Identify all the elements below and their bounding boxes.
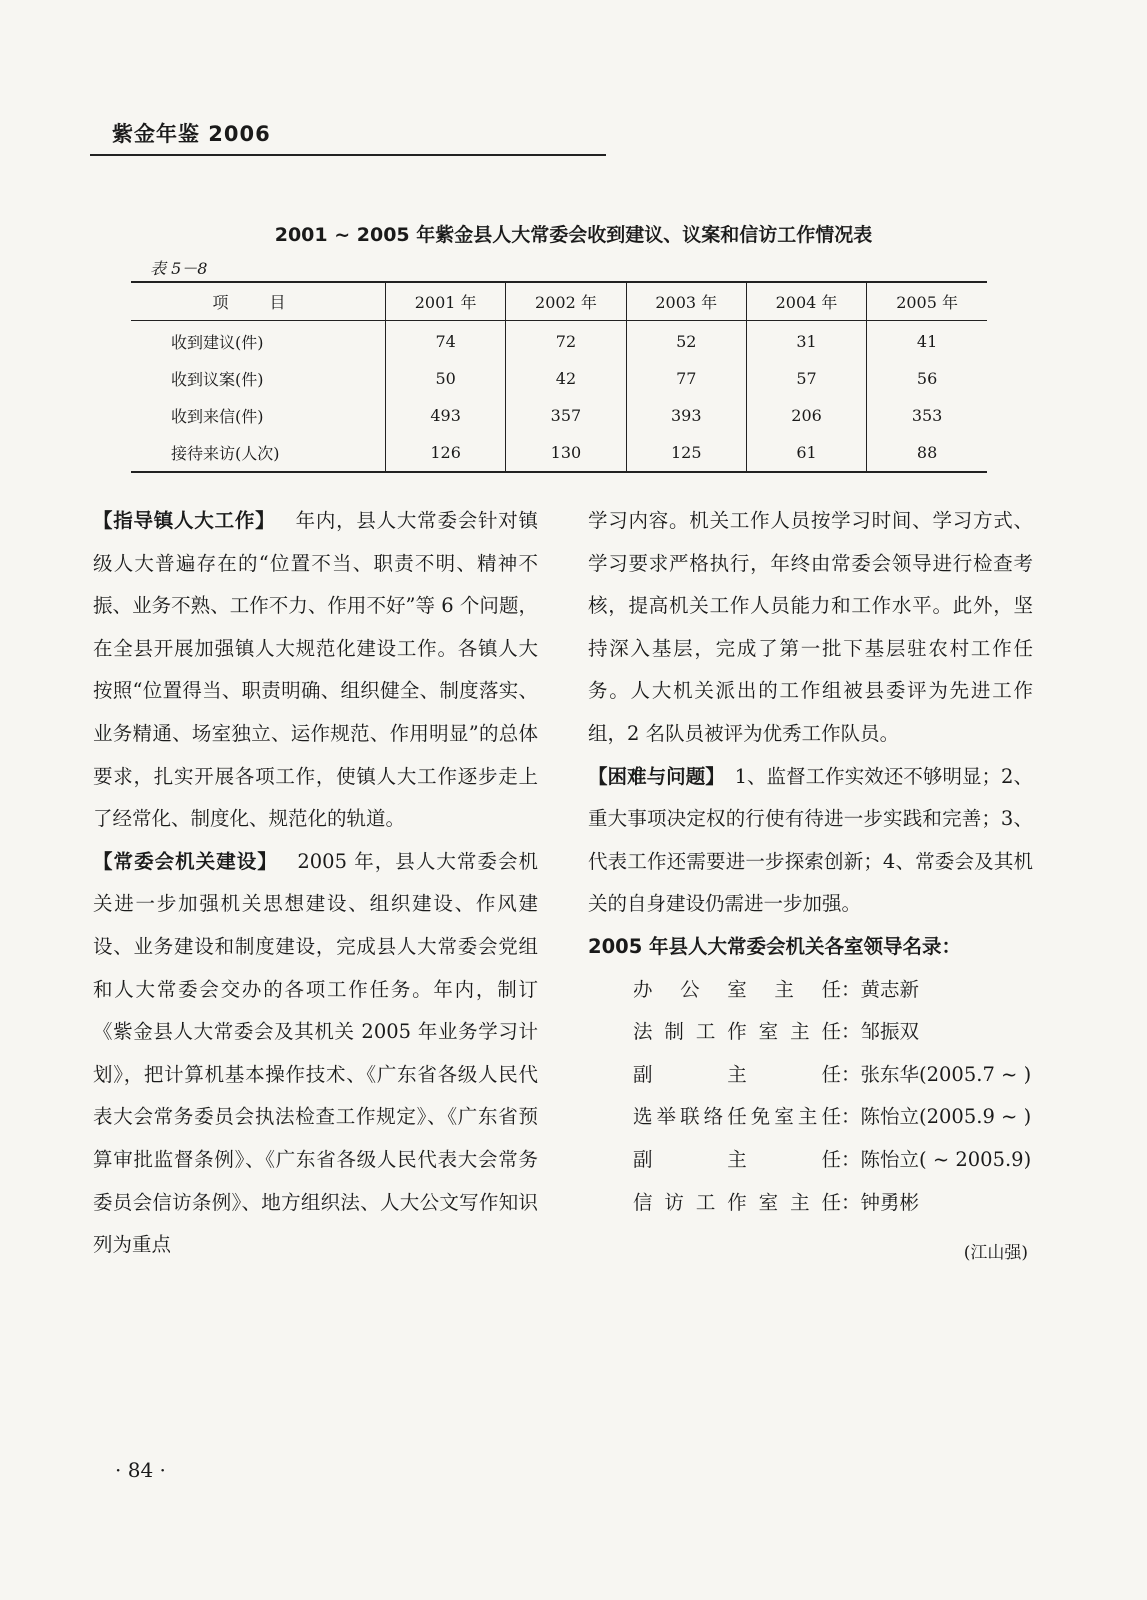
roster-name: 张东华(2005.7 ~ ) <box>860 1062 1032 1086</box>
table-title: 2001 ~ 2005 年紫金县人大常委会收到建议、议案和信访工作情况表 <box>274 224 873 246</box>
table-cell: 41 <box>916 332 938 351</box>
table-cell: 493 <box>386 397 506 434</box>
table-row <box>131 397 987 434</box>
row-label: 收到议案(件) <box>131 360 386 397</box>
roster-name: 钟勇彬 <box>860 1190 920 1214</box>
roster-role: 副主任 <box>633 1062 841 1086</box>
table-cell: 50 <box>386 360 506 397</box>
roster-role: 选举联络任免室主任 <box>633 1105 841 1129</box>
problems-heading: 【困难与问题】 <box>588 764 725 788</box>
list-item <box>588 969 1033 1012</box>
table-cell: 353 <box>911 406 943 425</box>
roster-role: 副主任 <box>633 1147 841 1171</box>
roster-colon: ： <box>841 1062 861 1086</box>
table-cell: 206 <box>746 397 866 434</box>
guide-heading: 【指导镇人大工作】 <box>93 509 276 532</box>
roster-role: 法制工作室主任 <box>633 1020 841 1044</box>
column-header: 2002 年 <box>506 282 626 321</box>
roster-colon: ： <box>841 1105 861 1129</box>
roster-title: 2005 年县人大常委会机关各室领导名录： <box>588 934 962 958</box>
problems-body: 1、监督工作实效还不够明显；2、重大事项决定权的行使有待进一步实践和完善；3、代表工作还需要进一步探索创新；4、常委会及其机关的自身建设仍需进一步加强。 <box>588 764 1033 916</box>
organ-paragraph <box>93 841 538 1267</box>
table-row <box>131 434 987 472</box>
header-rule <box>90 154 606 156</box>
roster-role: 办公室主任 <box>633 977 841 1001</box>
roster-role: 信访工作室主任 <box>633 1190 841 1214</box>
table-cell: 72 <box>506 321 626 361</box>
table-cell: 393 <box>626 397 746 434</box>
left-column <box>93 500 538 1267</box>
table-cell: 61 <box>746 434 866 472</box>
organ-heading: 【常委会机关建设】 <box>93 849 278 873</box>
table-cell: 130 <box>506 434 626 472</box>
list-item <box>588 1011 1033 1054</box>
roster-colon: ： <box>841 1190 861 1214</box>
roster-name: 黄志新 <box>860 977 920 1001</box>
roster-name: 陈怡立(2005.9 ~ ) <box>860 1105 1032 1129</box>
row-label: 收到来信(件) <box>131 397 386 434</box>
roster-name: 陈怡立( ~ 2005.9) <box>860 1147 1032 1171</box>
column-header: 2003 年 <box>626 282 746 321</box>
column-header: 2001 年 <box>386 282 506 321</box>
column-header: 2005 年 <box>867 282 987 321</box>
guide-paragraph <box>93 500 538 841</box>
roster-colon: ： <box>841 977 861 1001</box>
row-label: 收到建议(件) <box>131 321 386 361</box>
table-header-row <box>131 282 987 321</box>
right-column <box>588 500 1033 1275</box>
list-item <box>588 1054 1033 1097</box>
roster-colon: ： <box>841 1020 861 1044</box>
column-header: 2004 年 <box>746 282 866 321</box>
table-cell: 42 <box>506 360 626 397</box>
table-cell: 74 <box>386 321 506 361</box>
roster-colon: ： <box>841 1147 861 1171</box>
table-cell: 357 <box>506 397 626 434</box>
table-cell: 126 <box>386 434 506 472</box>
table-number: 表 5－8 <box>150 259 208 278</box>
problems-paragraph <box>588 756 1033 926</box>
page-number: · 84 · <box>115 1458 166 1482</box>
list-item <box>588 1096 1033 1139</box>
column-header: 项 目 <box>131 282 386 321</box>
table-cell: 57 <box>746 360 866 397</box>
roster-list <box>588 969 1033 1225</box>
running-header-title: 紫金年鉴 2006 <box>112 122 271 146</box>
table-cell: 125 <box>626 434 746 472</box>
table-row <box>131 360 987 397</box>
guide-body: 年内，县人大常委会针对镇级人大普遍存在的“位置不当、职责不明、精神不振、业务不熟、工作不力、作用不好”等 6 个问题，在全县开展加强镇人大规范化建设工作。各镇人大按照“位置得当、职责明确、组织健全、制度落实、业务精通、场室独立、运作规范、作用明显”的总体要求，扎实开展各项工作，使镇人大工作逐步走上了经常化、制度化、规范化的轨道。 <box>93 509 538 831</box>
table-cell: 88 <box>916 443 938 462</box>
stats-table <box>131 281 987 473</box>
author-signature: (江山强) <box>963 1243 1028 1264</box>
row-label: 接待来访(人次) <box>131 434 386 472</box>
table-cell: 56 <box>916 369 938 388</box>
organ-body-left: 2005 年，县人大常委会机关进一步加强机关思想建设、组织建设、作风建设、业务建设和制度建设，完成县人大常委会党组和人大常委会交办的各项工作任务。年内，制订《紫金县人大常委会及其机关 2005 年业务学习计划》，把计算机基本操作技术、《广东省各级人民代表大会常务委员会执法检查工作规定》、《广东省预算审批监督条例》、《广东省各级人民代表大会常务委员会信访条例》、地方组织法、人大公文写作知识列为重点 <box>93 849 538 1257</box>
table-cell: 31 <box>746 321 866 361</box>
table-cell: 52 <box>626 321 746 361</box>
table-cell: 77 <box>626 360 746 397</box>
list-item <box>588 1182 1033 1225</box>
list-item <box>588 1139 1033 1182</box>
organ-continued-paragraph: 学习内容。机关工作人员按学习时间、学习方式、学习要求严格执行，年终由常委会领导进行检查考核，提高机关工作人员能力和工作水平。此外，坚持深入基层，完成了第一批下基层驻农村工作任务。人大机关派出的工作组被县委评为先进工作组，2 名队员被评为优秀工作队员。 <box>588 509 1033 745</box>
table-row <box>131 321 987 361</box>
roster-name: 邹振双 <box>860 1020 920 1044</box>
